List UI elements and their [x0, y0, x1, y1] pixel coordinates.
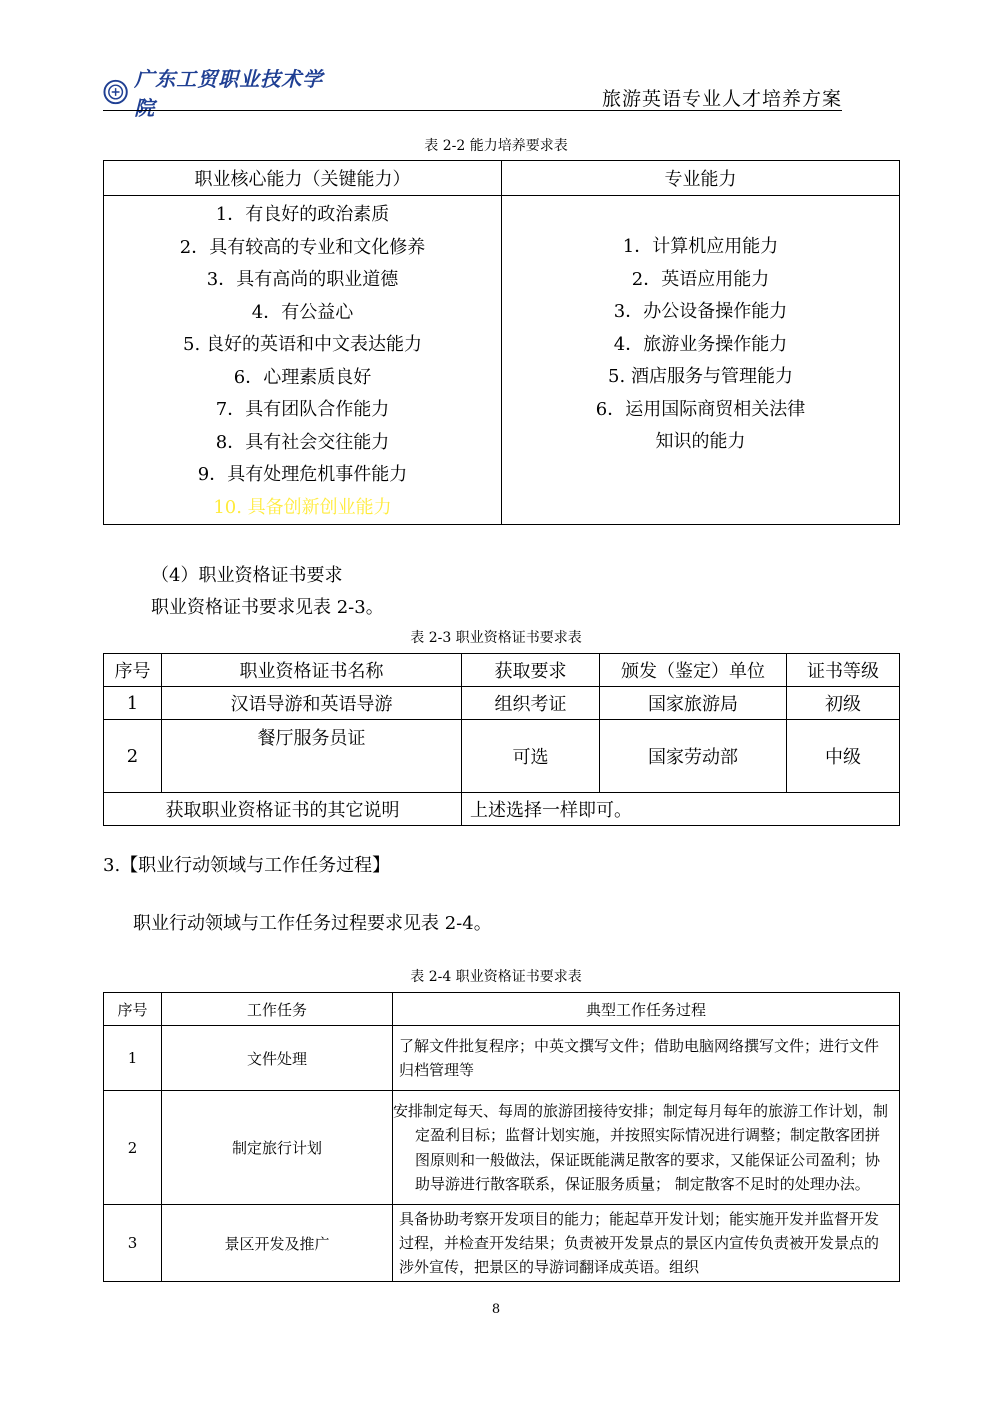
core-ability-list: [104, 196, 501, 524]
table-cell: 文件处理: [162, 1026, 393, 1091]
section-4-intro: 职业资格证书要求见表 2-3。: [151, 597, 384, 618]
table-cell: 2: [104, 1091, 162, 1205]
table-cell: 组织考证: [462, 687, 600, 720]
table-cell: 2: [104, 720, 162, 793]
table-row: [104, 720, 900, 793]
table-2-3-caption: 表 2-3 职业资格证书要求表: [410, 630, 582, 646]
header-cell: 序号: [104, 993, 162, 1026]
header-cell: 获取要求: [462, 654, 600, 687]
list-item: 知识的能力: [655, 431, 746, 452]
table-row: [104, 1091, 900, 1205]
table-row: [104, 1026, 900, 1091]
table-cell: 安排制定每天、每周的旅游团接待安排；制定每月每年的旅游工作计划，制定盈利目标；监督计划实施，并按照实际情况进行调整；制定散客团拼图原则和一般做法，保证既能满足散客的要求，又能保证公司盈利；协助导游进行散客联系，保证服务质量； 制定散客不足时的处理办法。: [393, 1091, 900, 1205]
section-3-heading: 3.【职业行动领域与工作任务过程】: [103, 855, 391, 876]
table-note-row: [104, 793, 900, 826]
note-label: 获取职业资格证书的其它说明: [104, 793, 462, 826]
table-cell: 1: [104, 687, 162, 720]
table-cell: 初级: [787, 687, 900, 720]
table-2-2-caption: 表 2-2 能力培养要求表: [424, 138, 568, 154]
header-cell: 职业资格证书名称: [162, 654, 462, 687]
school-emblem-icon: [103, 79, 128, 105]
table-header-row: [104, 993, 900, 1026]
ability-requirements-table: [103, 160, 900, 525]
core-ability-cell: [104, 196, 502, 525]
header-cell: 颁发（鉴定）单位: [600, 654, 787, 687]
table-cell: 景区开发及推广: [162, 1205, 393, 1282]
header-cell: 序号: [104, 654, 162, 687]
list-item: 4．旅游业务操作能力: [613, 333, 788, 355]
list-item: 8．具有社会交往能力: [215, 431, 390, 453]
table-row: [104, 687, 900, 720]
page-number: 8: [491, 1302, 501, 1317]
table-cell: 具备协助考察开发项目的能力；能起草开发计划；能实施开发并监督开发过程，并检查开发结果；负责被开发景点的景区内宣传负责被开发景点的涉外宣传，把景区的导游词翻译成英语。组织: [393, 1205, 900, 1282]
section-3-intro: 职业行动领域与工作任务过程要求见表 2-4。: [133, 913, 492, 934]
certificate-requirements-table: [103, 653, 900, 826]
list-item: 4．有公益心: [251, 301, 354, 323]
table-cell: 中级: [787, 720, 900, 793]
list-item: 1．计算机应用能力: [622, 236, 779, 257]
table-header-row: [104, 654, 900, 687]
school-logo: [103, 67, 338, 120]
table-cell: 制定旅行计划: [162, 1091, 393, 1205]
list-item: 1．有良好的政治素质: [215, 204, 390, 225]
header-cell: 典型工作任务过程: [393, 993, 900, 1026]
highlighted-list-item: 10. 具备创新创业能力: [213, 496, 392, 518]
list-item: 6．运用国际商贸相关法律: [595, 398, 806, 420]
core-ability-header: 职业核心能力（关键能力）: [104, 161, 502, 196]
list-item: 7．具有团队合作能力: [215, 399, 390, 420]
list-item: 5. 良好的英语和中文表达能力: [183, 334, 422, 355]
section-4-heading: （4）职业资格证书要求: [151, 565, 343, 586]
professional-ability-list: [502, 196, 899, 459]
table-cell: 餐厅服务员证: [162, 720, 462, 793]
school-name: 广东工贸职业技术学院: [134, 67, 324, 120]
list-item: 3．办公设备操作能力: [613, 301, 788, 322]
table-cell: 可选: [462, 720, 600, 793]
list-item: 9．具有处理危机事件能力: [197, 464, 408, 485]
list-item: 5. 酒店服务与管理能力: [608, 366, 793, 387]
list-item: 2．具有较高的专业和文化修养: [179, 236, 426, 258]
header-cell: 工作任务: [162, 993, 393, 1026]
table-cell: 国家旅游局: [600, 687, 787, 720]
table-cell: 3: [104, 1205, 162, 1282]
note-value: 上述选择一样即可。: [462, 793, 900, 826]
work-task-table: [103, 992, 900, 1282]
table-cell: 国家劳动部: [600, 720, 787, 793]
table-row: [104, 1205, 900, 1282]
document-title: 旅游英语专业人才培养方案: [601, 88, 842, 110]
professional-ability-header: 专业能力: [502, 161, 900, 196]
header-divider: [103, 110, 842, 111]
table-cell: 汉语导游和英语导游: [162, 687, 462, 720]
list-item: 2．英语应用能力: [631, 268, 770, 290]
table-cell: 1: [104, 1026, 162, 1091]
table-2-4-caption: 表 2-4 职业资格证书要求表: [410, 969, 582, 985]
table-cell: 了解文件批复程序；中英文撰写文件；借助电脑网络撰写文件；进行文件归档管理等: [393, 1026, 900, 1091]
professional-ability-cell: [502, 196, 900, 525]
list-item: 3．具有高尚的职业道德: [206, 269, 399, 290]
header-cell: 证书等级: [787, 654, 900, 687]
list-item: 6．心理素质良好: [233, 366, 372, 388]
